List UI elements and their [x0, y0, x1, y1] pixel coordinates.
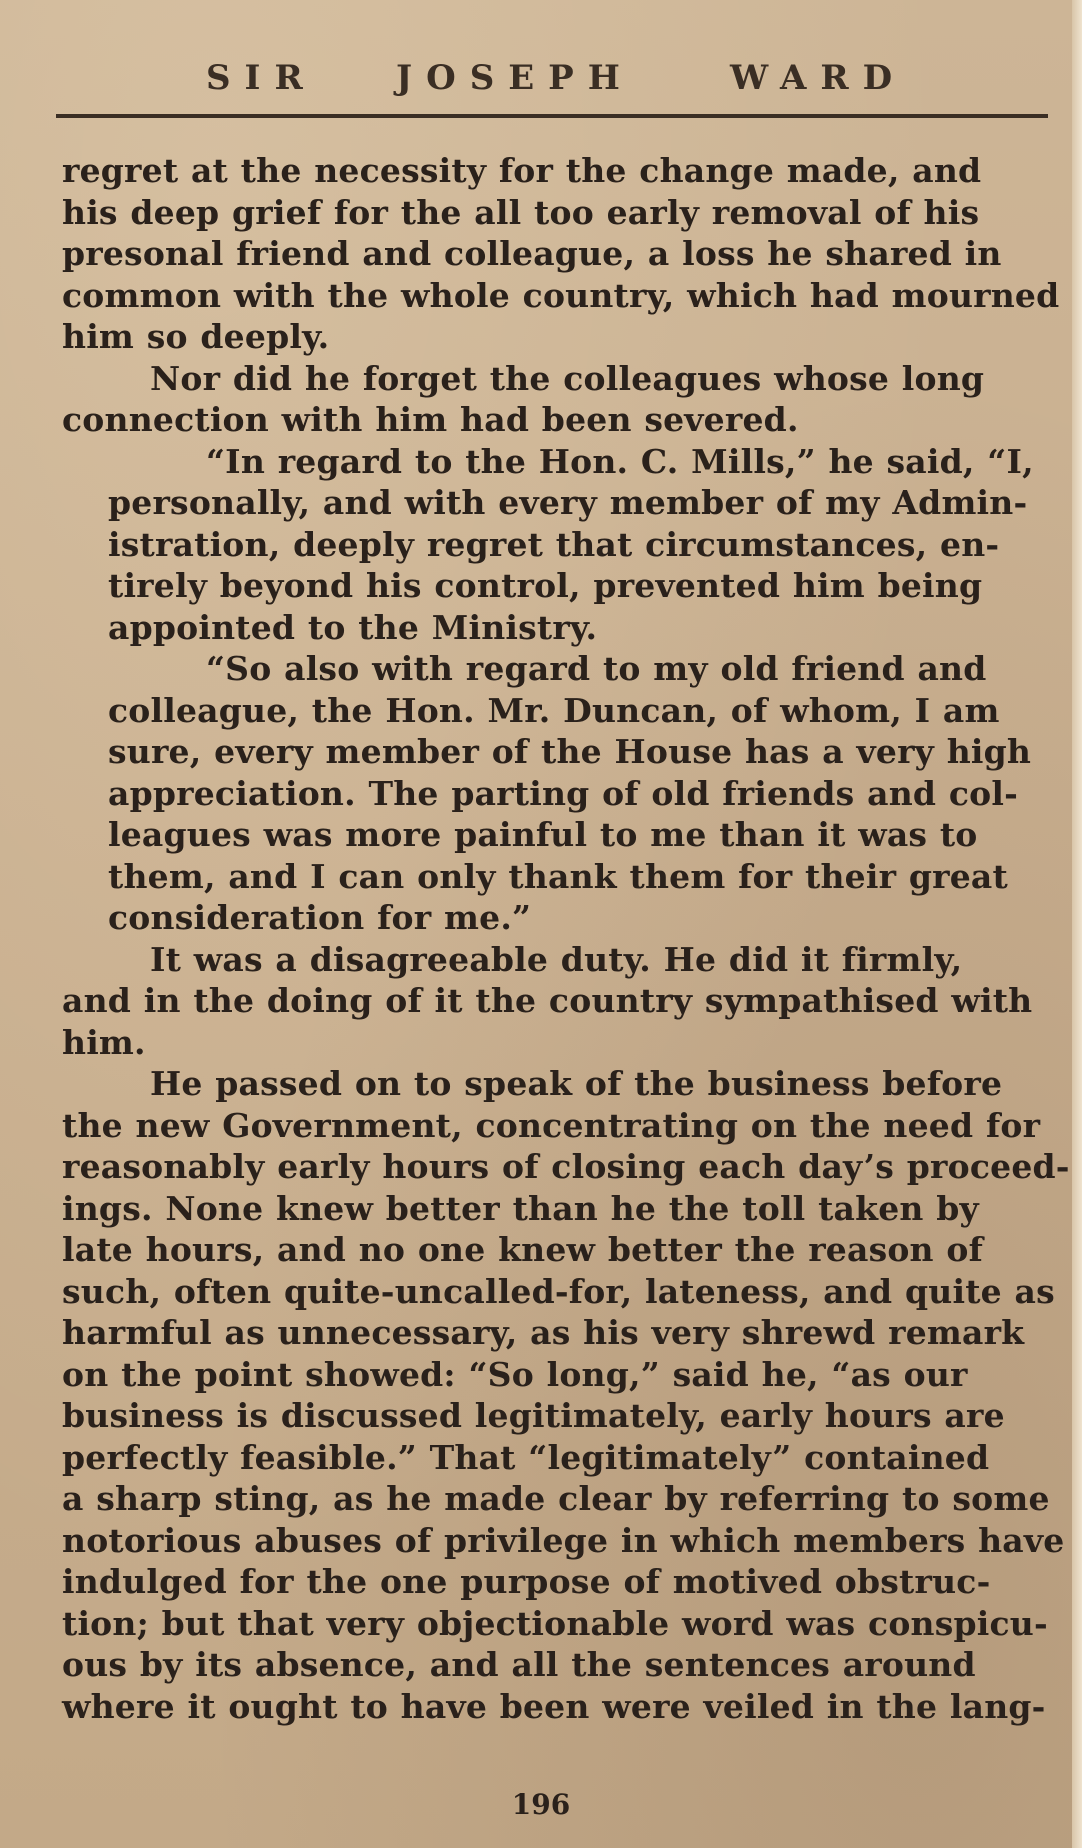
text-line: such, often quite-uncalled-for, lateness, and quite as — [62, 1271, 1055, 1311]
page-number: 196 — [511, 1788, 571, 1821]
text-line: late hours, and no one knew better the reason of — [62, 1230, 984, 1269]
quote-line: sure, every member of the House has a very high — [108, 732, 1032, 771]
running-head-part: SIR — [206, 58, 317, 98]
text-line: the new Government, concentrating on the need for — [62, 1105, 1041, 1145]
text-line: indulged for the one purpose of motived obstruc- — [62, 1562, 991, 1601]
quote-line: tirely beyond his control, prevented him being — [108, 566, 983, 605]
quote-line: consideration for me.” — [108, 898, 532, 937]
text-line: and in the doing of it the country sympathised with — [62, 981, 1033, 1020]
header-rule — [56, 114, 1048, 118]
quote-line: appointed to the Ministry. — [108, 607, 598, 647]
text-line: reasonably early hours of closing each day’s proceed- — [62, 1147, 1070, 1186]
running-head-part: JOSEPH — [396, 58, 634, 98]
text-line: him so deeply. — [62, 317, 330, 356]
quote-line: appreciation. The parting of old friends and col- — [108, 773, 1019, 813]
text-line: common with the whole country, which had mourned — [62, 275, 1060, 315]
text-line: notorious abuses of privilege in which members have — [62, 1520, 1065, 1560]
text-line: ous by its absence, and all the sentences around — [62, 1645, 976, 1684]
text-line: where it ought to have been were veiled in the lang- — [62, 1686, 1046, 1726]
running-head-part: WARD — [730, 58, 907, 98]
quote-line: istration, deeply regret that circumstances, en- — [108, 524, 1000, 564]
quote-line: “So also with regard to my old friend and — [206, 649, 987, 688]
text-line: harmful as unnecessary, as his very shrewd remark — [62, 1313, 1025, 1352]
text-line: It was a disagreeable duty. He did it firmly, — [150, 939, 963, 979]
text-line: He passed on to speak of the business before — [150, 1064, 1003, 1103]
text-line: regret at the necessity for the change made, and — [62, 151, 982, 190]
quote-line: colleague, the Hon. Mr. Duncan, of whom, I am — [108, 690, 1000, 730]
text-line: a sharp sting, as he made clear by referring to some — [62, 1479, 1050, 1518]
quote-line: leagues was more painful to me than it was to — [108, 815, 978, 854]
page-edge — [1072, 0, 1082, 1848]
quote-line: “In regard to the Hon. C. Mills,” he said, “I, — [206, 441, 1034, 481]
text-line: ings. None knew better than he the toll taken by — [62, 1188, 979, 1228]
text-line: Nor did he forget the colleagues whose long — [150, 358, 985, 398]
text-line: perfectly feasible.” That “legitimately” contained — [62, 1437, 990, 1477]
running-head — [206, 58, 926, 102]
text-line: tion; but that very objectionable word was conspicu- — [62, 1603, 1048, 1643]
text-line: business is discussed legitimately, early hours are — [62, 1396, 1005, 1435]
quote-line: personally, and with every member of my Admin- — [108, 483, 1028, 522]
text-line: him. — [62, 1022, 146, 1062]
text-line: on the point showed: “So long,” said he, “as our — [62, 1354, 968, 1394]
text-line: presonal friend and colleague, a loss he shared in — [62, 234, 1002, 273]
text-line: connection with him had been severed. — [62, 400, 799, 439]
body-text — [62, 150, 1070, 1727]
text-line: his deep grief for the all too early removal of his — [62, 192, 980, 232]
quote-line: them, and I can only thank them for their great — [108, 856, 1008, 896]
